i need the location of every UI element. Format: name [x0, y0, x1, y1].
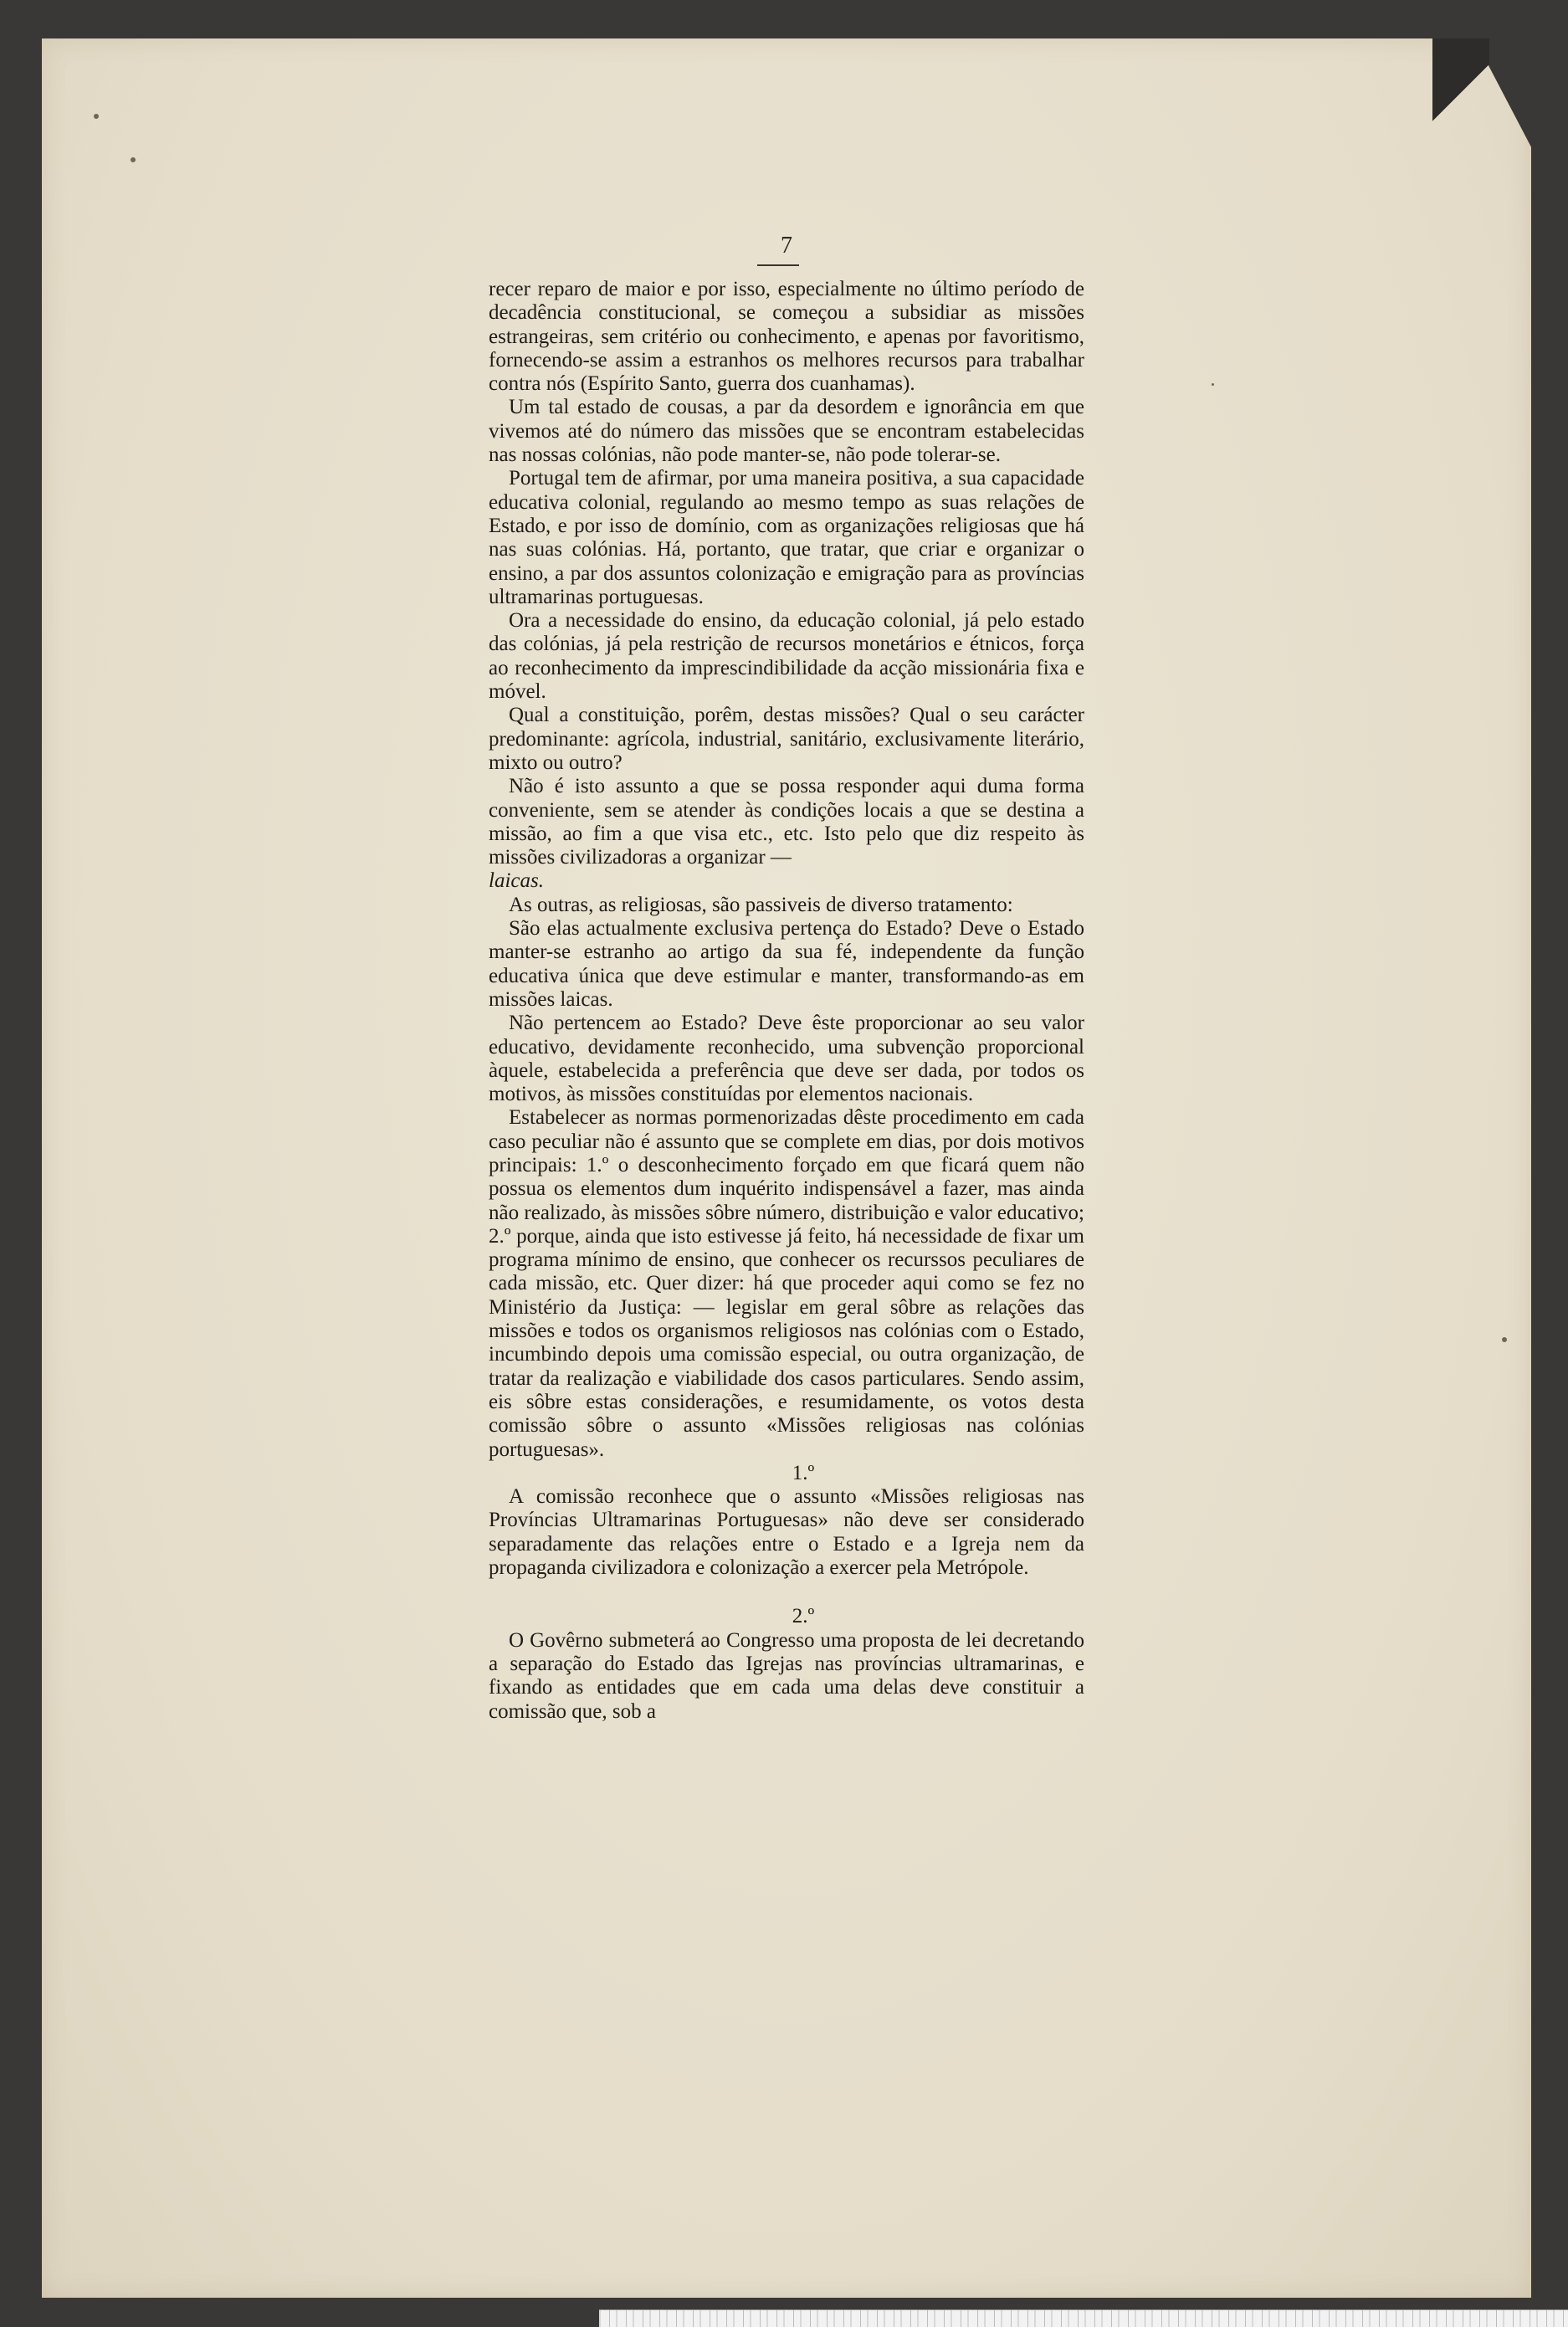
italic-word: laicas. [489, 869, 544, 893]
paragraph: Ora a necessidade do ensino, da educação colonial, já pelo estado das colónias, já pela restrição de recursos monetários e étnicos, força ao reconhecimento da imprescindibilidade da acção missionária fixa e móvel. [489, 609, 1084, 704]
paragraph: recer reparo de maior e por isso, especialmente no último período de decadência constitucional, se começou a subsidiar as missões estrangeiras, sem critério ou conhecimento, e apenas por favoritismo, fornecendo-se assim a estranhos os melhores recursos para trabalhar contra nós (Espírito Santo, guerra dos cuanhamas). [489, 278, 1084, 396]
folded-corner [1432, 38, 1489, 147]
body-text [489, 278, 1084, 1724]
paper-speck [131, 157, 136, 162]
paper-speck [1212, 383, 1214, 386]
paragraph: São elas actualmente exclusiva pertença do Estado? Deve o Estado manter-se estranho ao artigo da sua fé, independente da função educativa única que deve estimular e manter, transformando-as em missões laicas. [489, 917, 1084, 1011]
page-number-rule [757, 264, 799, 266]
section-heading: 2.º [792, 1605, 815, 1628]
paragraph: Não é isto assunto a que se possa responder aqui duma forma conveniente, sem se atender às condições locais a que se destina a missão, ao fim a que visa etc., etc. Isto pelo que diz respeito às missões civilizadoras a organizar — [489, 775, 1084, 869]
section-heading: 1.º [792, 1461, 815, 1484]
paragraph: Estabelecer as normas pormenorizadas dêste procedimento em cada caso peculiar não é assunto que se complete em dias, por dois motivos principais: 1.º o desconhecimento forçado em que ficará quem não possua os elementos dum inquérito indispensável a fazer, mas ainda não realizado, às missões sôbre número, distribuição e valor educativo; 2.º porque, ainda que isto estivesse já feito, há necessidade de fixar um programa mínimo de ensino, que conhecer os recurssos peculiares de cada missão, etc. Quer dizer: há que proceder aqui como se fez no Ministério da Justiça: — legislar em geral sôbre as relações das missões e todos os organismos religiosos nas colónias com o Estado, incumbindo depois uma comissão especial, ou outra organização, de tratar da realização e viabilidade dos casos particulares. Sendo assim, eis sôbre estas considerações, e resumidamente, os votos desta comissão sôbre o assunto «Missões religiosas nas colónias portuguesas». [489, 1106, 1084, 1461]
paragraph: Um tal estado de cousas, a par da desordem e ignorância em que vivemos até do número das missões que se encontram estabelecidas nas nossas colónias, não pode manter-se, não pode tolerar-se. [489, 396, 1084, 467]
paragraph: As outras, as religiosas, são passiveis de diverso tratamento: [509, 893, 1013, 916]
section-text: O Govêrno submeterá ao Congresso uma proposta de lei decretando a separação do Estado das Igrejas nas províncias ultramarinas, e fixando as entidades que em cada uma delas deve constituir a comissão que, sob a [489, 1628, 1084, 1723]
paragraph: Portugal tem de afirmar, por uma maneira positiva, a sua capacidade educativa colonial, regulando ao mesmo tempo as suas relações de Estado, e por isso de domínio, com as organizações religiosas que há nas suas colónias. Há, portanto, que tratar, que criar e organizar o ensino, a par dos assuntos colonização e emigração para as províncias ultramarinas portuguesas. [489, 467, 1084, 608]
scan-scale-strip [599, 2309, 1568, 2327]
paper-speck [94, 114, 99, 119]
paper-speck [1502, 1337, 1507, 1342]
paragraph: Não pertencem ao Estado? Deve êste proporcionar ao seu valor educativo, devidamente reconhecido, uma subvenção proporcional àquele, estabelecida a preferência que deve ser dada, por todos os motivos, às missões constituídas por elementos nacionais. [489, 1012, 1084, 1106]
paragraph: Qual a constituição, porêm, destas missões? Qual o seu carácter predominante: agrícola, industrial, sanitário, exclusivamente literário, mixto ou outro? [489, 704, 1084, 774]
section-text: A comissão reconhece que o assunto «Missões religiosas nas Províncias Ultramarinas Portuguesas» não deve ser considerado separadamente das relações entre o Estado e a Igreja nem da propaganda civilizadora e colonização a exercer pela Metrópole. [489, 1485, 1084, 1580]
page-number: 7 [781, 233, 792, 259]
section-gap [489, 1580, 1084, 1605]
